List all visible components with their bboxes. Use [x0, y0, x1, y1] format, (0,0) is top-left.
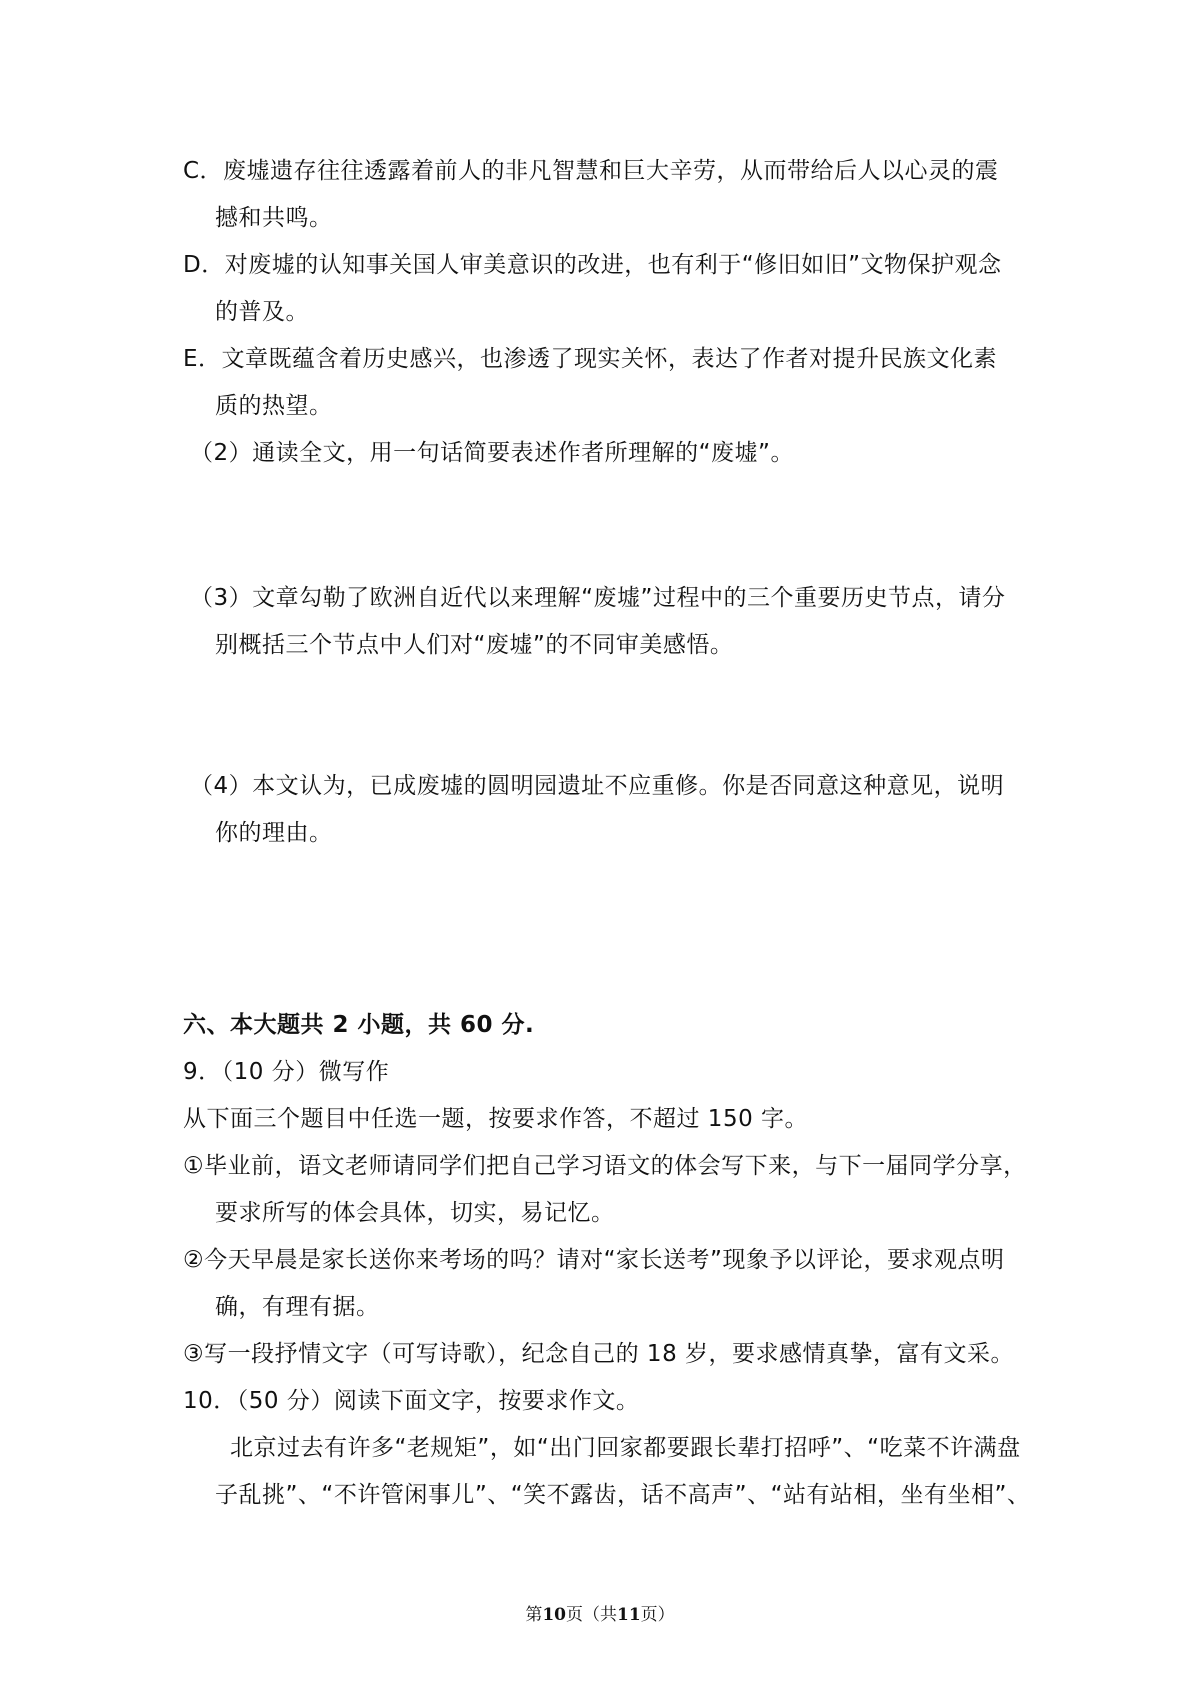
question-9-item3: ③写一段抒情文字（可写诗歌），纪念自己的 18 岁，要求感情真挚，富有文采。 [183, 1341, 1015, 1367]
page-footer [0, 1604, 1200, 1626]
section-6-heading: 六、本大题共 2 小题，共 60 分. [183, 1012, 535, 1038]
question-10-para-line2: 子乱挑”、“不许管闲事儿”、“笑不露齿，话不高声”、“站有站相，坐有坐相”、 [215, 1482, 1031, 1508]
option-c-line2: 撼和共鸣。 [215, 205, 333, 231]
footer-page-number: 10 [542, 1605, 566, 1625]
question-9-instruction: 从下面三个题目中任选一题，按要求作答，不超过 150 字。 [183, 1106, 809, 1132]
question-9-item2-line2: 确，有理有据。 [215, 1294, 380, 1320]
question-10-title: 10．（50 分）阅读下面文字，按要求作文。 [183, 1388, 640, 1414]
footer-total-pages: 11 [617, 1605, 641, 1625]
question-3-line1: （3）文章勾勒了欧洲自近代以来理解“废墟”过程中的三个重要历史节点，请分 [190, 585, 1006, 611]
question-4-line2: 你的理由。 [215, 820, 333, 846]
question-9-item1-line2: 要求所写的体会具体，切实，易记忆。 [215, 1200, 615, 1226]
option-d-line2: 的普及。 [215, 299, 309, 325]
option-c-line1: C．废墟遗存往往透露着前人的非凡智慧和巨大辛劳，从而带给后人以心灵的震 [183, 158, 999, 184]
footer-suffix: 页） [640, 1605, 675, 1625]
question-9-item2-line1: ②今天早晨是家长送你来考场的吗？请对“家长送考”现象予以评论，要求观点明 [183, 1247, 1005, 1273]
question-9-item1-line1: ①毕业前，语文老师请同学们把自己学习语文的体会写下来，与下一届同学分享， [183, 1153, 1027, 1179]
question-2: （2）通读全文，用一句话简要表述作者所理解的“废墟”。 [190, 440, 794, 466]
question-4-line1: （4）本文认为，已成废墟的圆明园遗址不应重修。你是否同意这种意见，说明 [190, 773, 1005, 799]
question-3-line2: 别概括三个节点中人们对“废墟”的不同审美感悟。 [215, 632, 734, 658]
footer-middle: 页（共 [566, 1605, 617, 1625]
footer-prefix: 第 [525, 1605, 543, 1625]
option-d-line1: D．对废墟的认知事关国人审美意识的改进，也有利于“修旧如旧”文物保护观念 [183, 252, 1002, 278]
option-e-line1: E．文章既蕴含着历史感兴，也渗透了现实关怀，表达了作者对提升民族文化素 [183, 346, 998, 372]
question-9-title: 9．（10 分）微写作 [183, 1059, 390, 1085]
question-10-para-line1: 北京过去有许多“老规矩”，如“出门回家都要跟长辈打招呼”、“吃菜不许满盘 [230, 1435, 1021, 1461]
option-e-line2: 质的热望。 [215, 393, 333, 419]
